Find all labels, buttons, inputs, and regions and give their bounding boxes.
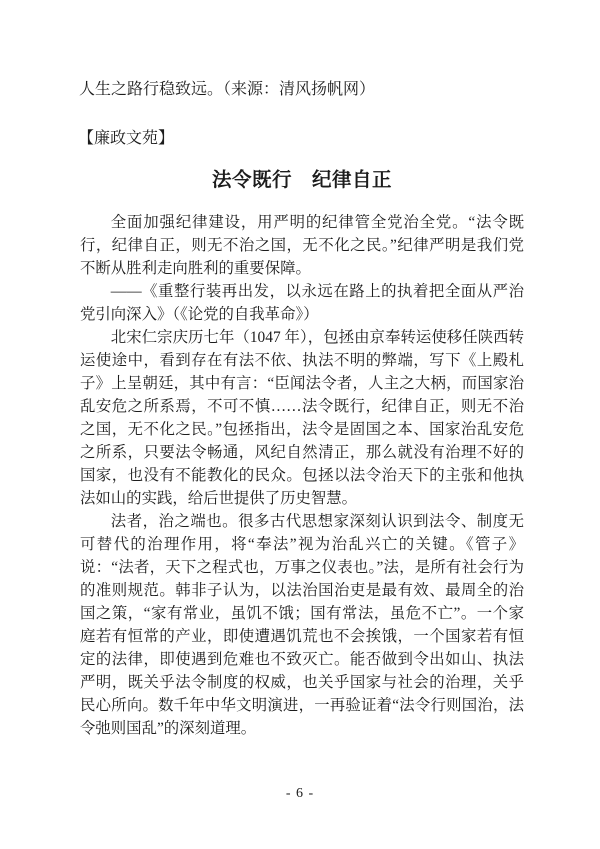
article-title: 法令既行 纪律自正	[211, 169, 392, 191]
article-body	[80, 211, 524, 740]
page-number: - 6 -	[285, 786, 315, 801]
paragraph-history: 北宋仁宗庆历七年（1047 年），包拯由京奉转运使移任陕西转运使途中，看到存在有法不依、执法不明的弊端，写下《上殿札子》上呈朝廷，其中有言：“臣闻法令者，人主之大柄，而国家治乱安危之所系焉，不可不慎……法令既行，纪律自正，则无不治之国，无不化之民。”包拯指出，法令是固国之本、国家治乱安危之所系，只要法令畅通，风纪自然清正，那么就没有治理不好的国家，也没有不能教化的民众。包拯以法令治天下的主张和他执法如山的实践，给后世提供了历史智慧。	[80, 329, 524, 507]
paragraph-attribution: ——《重整行装再出发，以永远在路上的执着把全面从严治党引向深入》（《论党的自我革命》）	[80, 283, 524, 323]
previous-article-tail-text: 人生之路行稳致远。（来源：清风扬帆网）	[79, 81, 376, 98]
paragraph-philosophy: 法者，治之端也。很多古代思想家深刻认识到法令、制度无可替代的治理作用，将“奉法”视为治乱兴亡的关键。《管子》说：“法者，天下之程式也，万事之仪表也。”法，是所有社会行为的准则规范。韩非子认为，以法治国治吏是最有效、最周全的治国之策，“家有常业，虽饥不饿；国有常法，虽危不亡”。一个家庭若有恒常的产业，即使遭遇饥荒也不会挨饿，一个国家若有恒定的法律，即使遇到危难也不致灭亡。能否做到令出如山、执法严明，既关乎法令制度的权威，也关乎国家与社会的治理，关乎民心所向。数千年中华文明演进，一再验证着“法令行则国治，法令弛则国乱”的深刻道理。	[80, 513, 524, 737]
paragraph-intro: 全面加强纪律建设，用严明的纪律管全党治全党。“法令既行，纪律自正，则无不治之国，无不化之民。”纪律严明是我们党不断从胜利走向胜利的重要保障。	[80, 214, 524, 277]
section-header: 【廉政文苑】	[78, 130, 175, 147]
